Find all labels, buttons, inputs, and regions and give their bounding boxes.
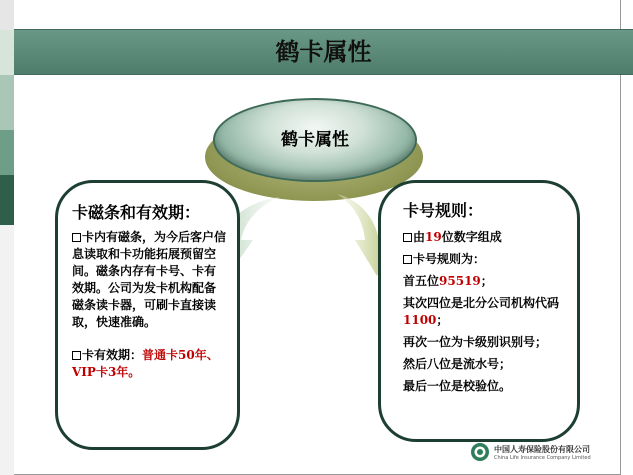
card-number-heading: 卡号规则： bbox=[403, 201, 484, 220]
first-five-line: 首五位95519； bbox=[403, 274, 493, 288]
rule-intro-line: 卡号规则为： bbox=[403, 251, 567, 268]
magstripe-text: 卡内有磁条，为今后客户信息读取和卡功能拓展预留空间。磁条内存有卡号、卡有效期。公司为发卡机构配备磁条读卡器，可刷卡直接读取，快速准确。 bbox=[72, 230, 227, 329]
logo-name-cn: 中国人寿保险股份有限公司 bbox=[494, 445, 590, 454]
digits-line: 由19位数字组成 bbox=[403, 229, 567, 246]
checkbox-bullet-icon bbox=[403, 255, 412, 264]
company-logo bbox=[470, 440, 620, 466]
slide-title: 鹤卡属性 bbox=[275, 37, 372, 66]
china-life-logo-icon bbox=[470, 442, 490, 462]
title-bar bbox=[14, 29, 633, 75]
next-eight-line: 然后八位是流水号； bbox=[403, 357, 512, 371]
last-one-line: 最后一位是校验位。 bbox=[403, 379, 512, 393]
checkbox-bullet-icon bbox=[72, 233, 81, 242]
magstripe-validity-panel bbox=[55, 180, 240, 450]
validity-value: 普通卡50年、VIP卡3年。 bbox=[72, 348, 219, 379]
center-disc-label: 鹤卡属性 bbox=[281, 130, 349, 150]
checkbox-bullet-icon bbox=[72, 351, 81, 360]
validity-text: 卡有效期：普通卡50年、VIP卡3年。 bbox=[72, 348, 219, 379]
logo-name-en: China Life Insurance Company Limited bbox=[494, 455, 591, 461]
next-four-line: 其次四位是北分公司机构代码1100； bbox=[403, 296, 560, 327]
next-one-line: 再次一位为卡级别识别号； bbox=[403, 335, 548, 349]
card-number-rules-panel bbox=[378, 180, 580, 442]
left-color-strip bbox=[0, 0, 14, 475]
magstripe-heading: 卡磁条和有效期： bbox=[72, 203, 201, 222]
center-disc bbox=[213, 98, 417, 182]
checkbox-bullet-icon bbox=[403, 233, 412, 242]
